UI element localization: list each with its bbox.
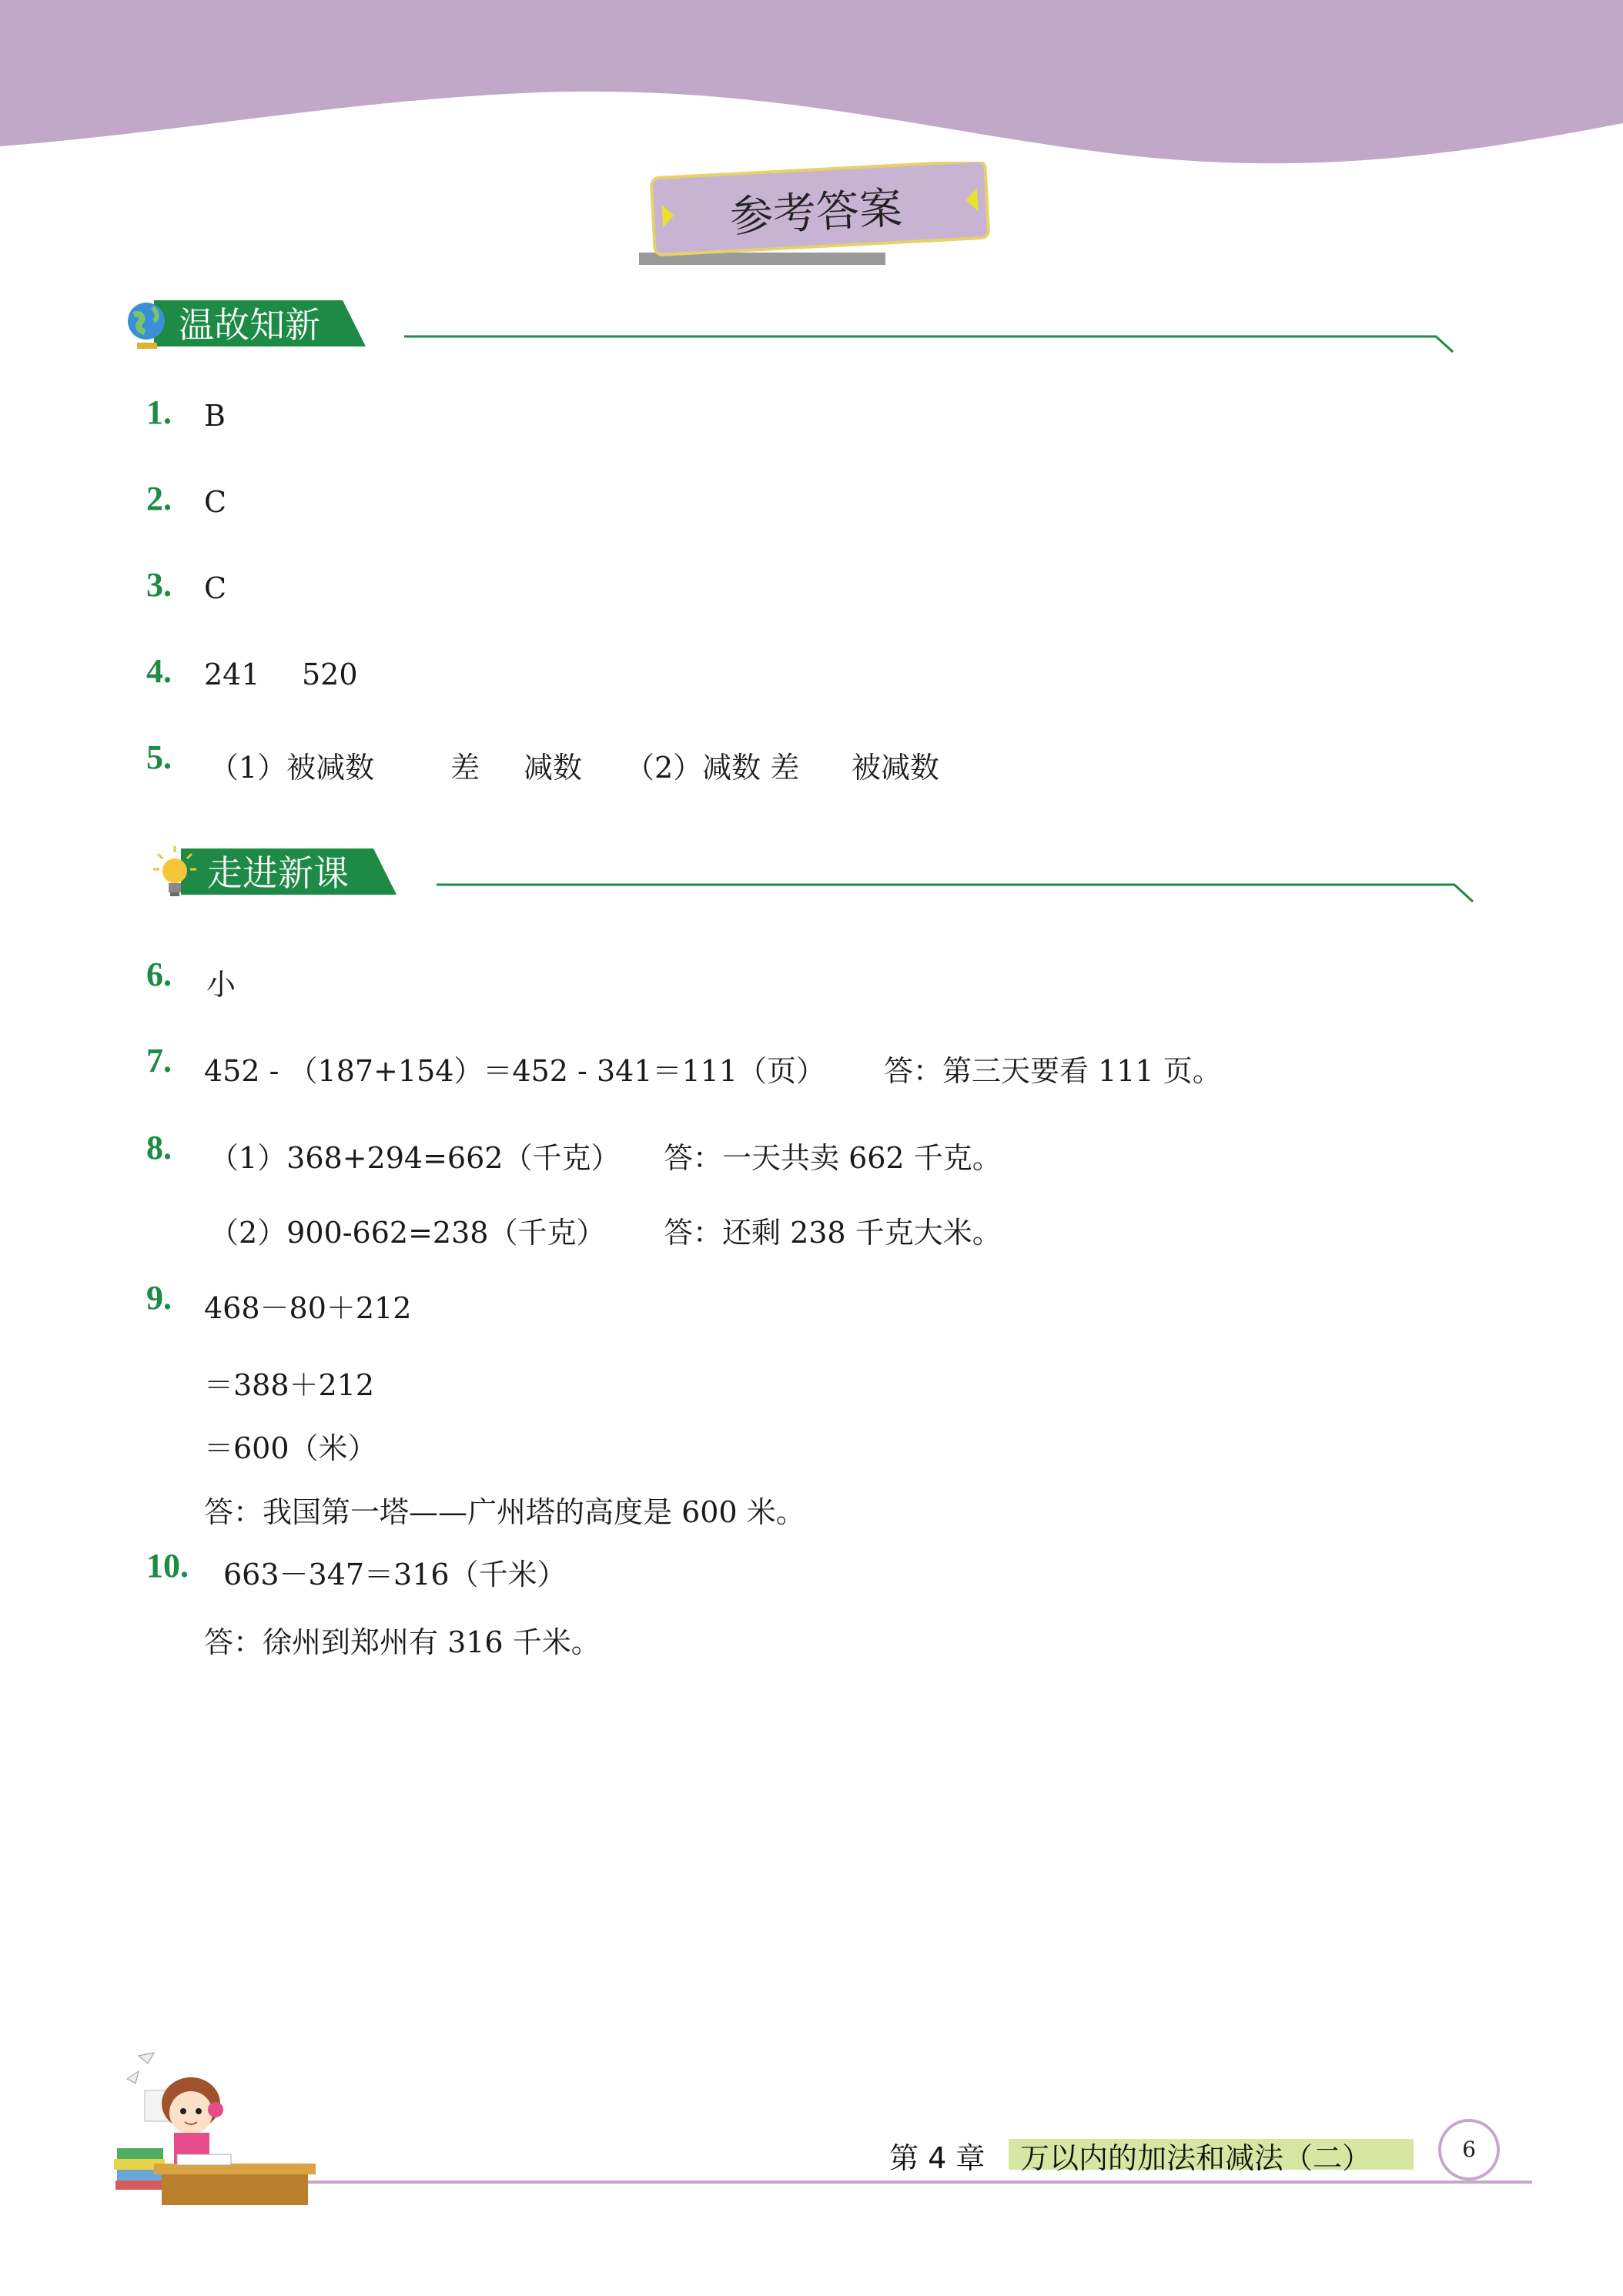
item-answer: C: [204, 485, 227, 519]
item-calculation: 468－80＋212: [204, 1291, 412, 1325]
item-number: 8.: [146, 1129, 172, 1166]
item-calculation: 663－347＝316（千米）: [223, 1558, 567, 1591]
item-calculation: （2）900-662=238（千克）: [209, 1216, 606, 1250]
section-label: 温故知新: [179, 304, 320, 346]
page-title: 参考答案: [728, 183, 904, 243]
globe-icon: [123, 298, 171, 350]
item-answer-part: 差: [450, 751, 480, 785]
item-answer-part: 241: [204, 658, 260, 691]
footer-chapter-title: 万以内的加法和减法（二）: [1020, 2141, 1372, 2175]
item-answer: B: [204, 399, 226, 433]
item-number: 10.: [146, 1547, 189, 1585]
item-answer: C: [204, 571, 227, 605]
item-calculation: ＝600（米）: [204, 1431, 377, 1465]
item-answer-part: 减数: [524, 751, 583, 785]
footer-chapter-number: 第 4 章: [889, 2141, 986, 2175]
item-number: 9.: [146, 1279, 172, 1317]
item-answer-part: 被减数: [852, 751, 940, 785]
girl-reading-illustration: [108, 2048, 316, 2210]
section-header-review: [123, 296, 1455, 358]
section-label: 走进新课: [207, 852, 349, 894]
item-answer-part: 520: [302, 658, 358, 691]
item-number: 7.: [146, 1042, 172, 1079]
footer-divider: [308, 2181, 1532, 2184]
item-answer-sentence: 答：还剩 238 千克大米。: [664, 1216, 1002, 1250]
item-number: 3.: [146, 566, 172, 604]
item-answer-part: （1）被减数: [209, 751, 375, 785]
section-divider-line: [437, 883, 1474, 908]
item-number: 1.: [146, 393, 172, 431]
item-answer-sentence: 答：我国第一塔——广州塔的高度是 600 米。: [204, 1495, 805, 1529]
item-calculation: （1）368+294=662（千克）: [209, 1141, 621, 1175]
item-answer-sentence: 答：徐州到郑州有 316 千米。: [204, 1625, 601, 1659]
item-calculation: ＝388＋212: [204, 1368, 375, 1402]
item-number: 2.: [146, 480, 172, 517]
item-answer-sentence: 答：第三天要看 111 页。: [884, 1054, 1222, 1088]
item-answer: 小: [206, 968, 236, 1002]
item-number: 6.: [146, 956, 172, 993]
item-answer-sentence: 答：一天共卖 662 千克。: [664, 1141, 1002, 1175]
item-calculation: 452 - （187+154）＝452 - 341＝111（页）: [204, 1054, 826, 1088]
item-number: 4.: [146, 652, 172, 690]
item-answer-part: （2）减数 差: [625, 751, 800, 785]
section-header-new-lesson: [150, 845, 1474, 906]
item-number: 5.: [146, 738, 172, 776]
section-divider-line: [404, 335, 1455, 358]
page-number: 6: [1438, 2119, 1500, 2181]
lightbulb-icon: [152, 845, 198, 900]
header-wave-banner: [0, 0, 1623, 177]
